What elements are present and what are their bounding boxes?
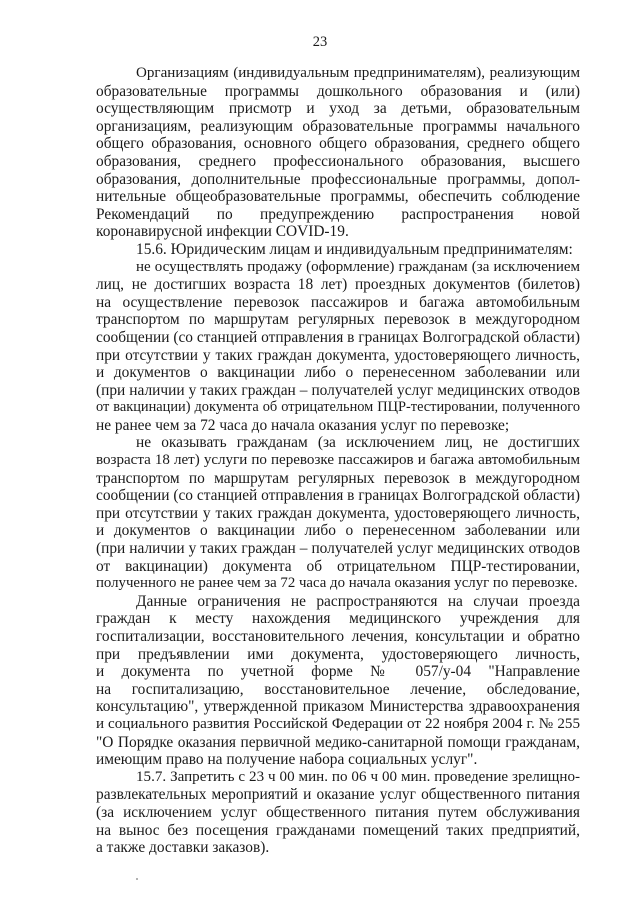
- text-line: на вынос без посещения гражданами помещений таких предприятий,: [96, 821, 580, 839]
- text-line: и документа по учетной форме № 057/у-04 "Направление: [96, 663, 580, 681]
- text-line: при предъявлении ими документа, удостоверяющего личность,: [96, 645, 580, 663]
- text-line: (при наличии у таких граждан – получателей услуг медицинских отводов: [96, 381, 580, 399]
- text-line: Данные ограничения не распространяются на случаи проезда: [136, 592, 580, 610]
- text-line: образования, дополнительные профессиональные программы, допол-: [96, 170, 580, 188]
- text-line: нительные общеобразовательные программы, обеспечить соблюдение: [96, 188, 580, 206]
- paragraph-p3: [96, 259, 580, 435]
- text-line: не ранее чем за 72 часа до начала оказания услуг по перевозке;: [96, 416, 510, 434]
- text-line: полученного не ранее чем за 72 часа до начала оказания услуг по перевозке.: [96, 575, 578, 592]
- text-line: имеющим право на получение набора социальных услуг".: [96, 751, 478, 769]
- text-line: образования, среднего профессионального образования, высшего: [96, 152, 580, 170]
- paragraph-p6: [96, 769, 580, 857]
- paragraph-p5: [96, 593, 580, 769]
- text-line: и документов о вакцинации либо о перенесенном заболевании или: [96, 364, 580, 382]
- text-line: возраста 18 лет) услуги по перевозке пассажиров и багажа автомобильным: [96, 452, 580, 469]
- text-line: от вакцинации) документа об отрицательном ПЦР-тестировании,: [96, 557, 580, 575]
- text-line: на осуществление перевозок пассажиров и багажа автомобильным: [96, 293, 580, 311]
- paragraph-p4: [96, 434, 580, 592]
- text-line: "О Порядке оказания первичной медико-санитарной помощи гражданам,: [96, 733, 580, 751]
- text-line: организациям, реализующим образовательные программы начального: [96, 117, 580, 135]
- text-line: 15.7. Запретить с 23 ч 00 мин. по 06 ч 00 мин. проведение зрелищно-: [136, 768, 580, 785]
- paragraph-p2: [96, 241, 580, 259]
- text-line: госпитализации, восстановительного лечения, консультации и обратно: [96, 628, 580, 645]
- scan-speck: [136, 878, 138, 880]
- text-line: лиц, не достигших возраста 18 лет) проездных документов (билетов): [96, 276, 580, 294]
- text-line: осуществляющим присмотр и уход за детьми, образовательным: [96, 100, 580, 118]
- text-line: Рекомендаций по предупреждению распространения новой: [96, 205, 580, 223]
- text-line: не осуществлять продажу (оформление) гражданам (за исключением: [136, 258, 580, 275]
- text-line: транспортом по маршрутам регулярных перевозок в междугородном: [96, 469, 580, 487]
- text-line: коронавирусной инфекции COVID-19.: [96, 223, 349, 241]
- text-line: (при наличии у таких граждан – получателей услуг медицинских отводов: [96, 540, 580, 558]
- text-line: при отсутствии у таких граждан документа, удостоверяющего личность,: [96, 504, 580, 522]
- text-line: (за исключением услуг общественного питания путем обслуживания: [96, 803, 580, 821]
- text-line: 15.6. Юридическим лицам и индивидуальным предпринимателям:: [136, 240, 573, 258]
- text-line: сообщении (со станцией отправления в границах Волгоградской области): [96, 487, 580, 505]
- text-line: консультацию", утвержденной приказом Министерства здравоохранения: [96, 698, 580, 716]
- text-line: граждан к месту нахождения медицинского учреждения для: [96, 610, 580, 628]
- text-line: Организациям (индивидуальным предпринимателям), реализующим: [136, 65, 580, 81]
- text-line: транспортом по маршрутам регулярных перевозок в междугородном: [96, 311, 580, 329]
- text-line: и документов о вакцинации либо о перенесенном заболевании или: [96, 522, 580, 540]
- text-line: от вакцинации) документа об отрицательном ПЦР-тестировании, полученного: [96, 399, 580, 416]
- text-line: развлекательных мероприятий и оказание услуг общественного питания: [96, 786, 580, 804]
- page-number: 23: [312, 34, 328, 50]
- paragraph-p1: [96, 65, 580, 241]
- text-line: общего образования, основного общего образования, среднего общего: [96, 135, 580, 153]
- text-line: а также доставки заказов).: [96, 839, 270, 857]
- text-line: на госпитализацию, восстановительное лечение, обследование,: [96, 680, 580, 698]
- text-line: при отсутствии у таких граждан документа, удостоверяющего личность,: [96, 346, 580, 364]
- document-body: [96, 65, 580, 857]
- text-line: образовательные программы дошкольного образования и (или): [96, 82, 580, 100]
- text-line: и социального развития Российской Федерации от 22 ноября 2004 г. № 255: [96, 715, 580, 732]
- text-line: сообщении (со станцией отправления в границах Волгоградской области): [96, 328, 580, 346]
- text-line: не оказывать гражданам (за исключением лиц, не достигших: [136, 434, 580, 452]
